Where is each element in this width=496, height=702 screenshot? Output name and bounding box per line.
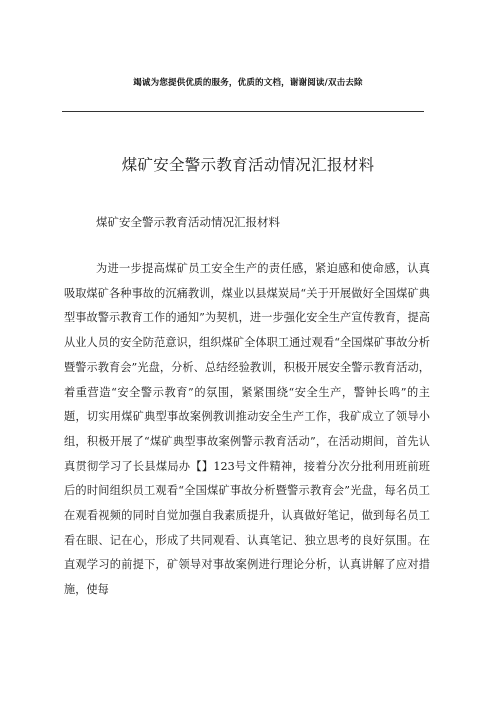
document-subtitle: 煤矿安全警示教育活动情况汇报材料: [96, 215, 280, 229]
document-title: 煤矿安全警示教育活动情况汇报材料: [121, 156, 375, 174]
body-paragraph: 为进一步提高煤矿员工安全生产的责任感，紧迫感和使命感，认真吸取煤矿各种事故的沉痛教训，煤业以县煤炭局“关于开展做好全国煤矿典型事故警示教育工作的通知”为契机，进一步强化安全生产宣传教育，提高从业人员的安全防范意识，组织煤矿全体职工通过观看“全国煤矿事故分析暨警示教育会”光盘，分析、总结经验教训，积极开展安全警示教育活动，着重营造“安全警示教育”的氛围，紧紧围绕“安全生产，警钟长鸣”的主题，切实用煤矿典型事故案例教训推动安全生产工作，我矿成立了领导小组，积极开展了“煤矿典型事故案例警示教育活动”，在活动期间，首先认真贯彻学习了长县煤局办【】123号文件精神，接着分次分批利用班前班后的时间组织员工观看“全国煤矿事故分析暨警示教育会”光盘，每名员工在观看视频的同时自觉加强自我素质提升，认真做好笔记，做到每名员工看在眼、记在心，形成了共同观看、认真笔记、独立思考的良好氛围。在直观学习的前提下，矿领导对事故案例进行理论分析，认真讲解了应对措施，使每: [64, 262, 430, 597]
header-divider: [62, 111, 424, 112]
header-note: 竭诚为您提供优质的服务，优质的文档，谢谢阅读/双击去除: [133, 78, 363, 88]
